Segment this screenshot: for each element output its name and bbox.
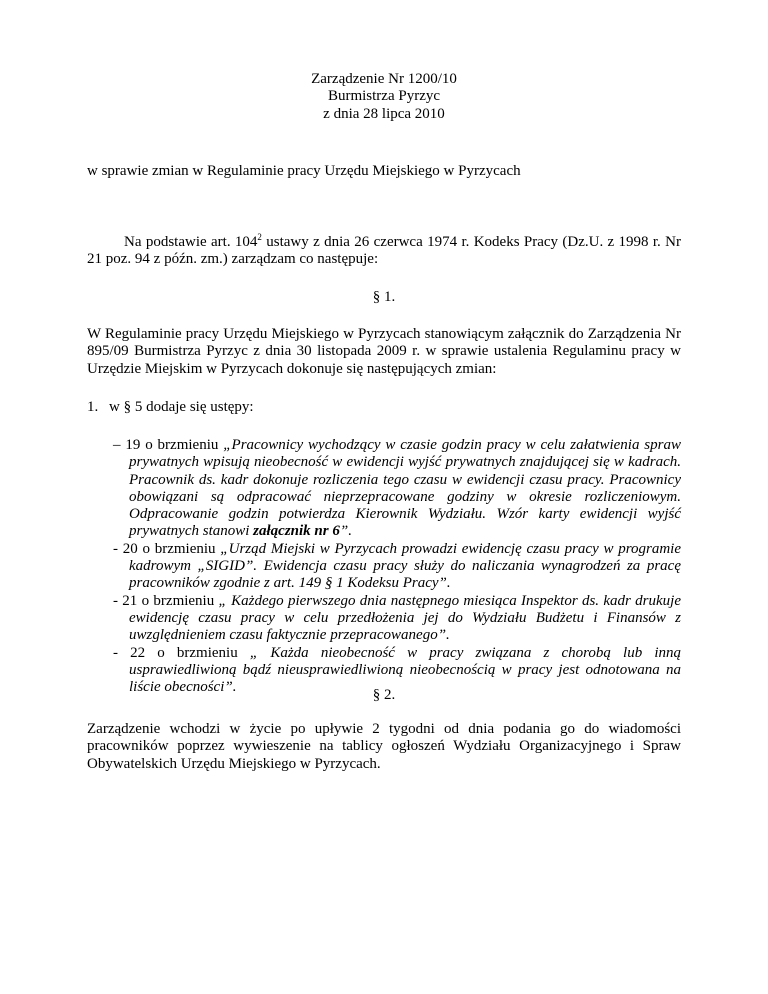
section-1-intro: W Regulaminie pracy Urzędu Miejskiego w Pyrzycach stanowiącym załącznik do Zarządzenia Nr 895/09 Burmistrza Pyrzyc z dnia 30 listopada 2009 r. w sprawie ustalenia Regulaminu pracy w Urzędzie Miejskim w Pyrzycach dokonuje się następujących zmian: xyxy=(87,326,681,377)
legal-basis-part1: Na podstawie art. 104 xyxy=(124,234,258,250)
document-header xyxy=(87,71,681,123)
amendments xyxy=(113,437,681,696)
section-1-heading: § 1. xyxy=(372,289,396,305)
amendment-19 xyxy=(113,437,681,541)
amendment-21-prefix: - 21 o brzmieniu xyxy=(113,592,219,609)
amendment-22-prefix: - 22 o brzmieniu xyxy=(113,644,250,661)
amendment-20 xyxy=(113,541,681,593)
amendment-21 xyxy=(113,593,681,645)
document-subject: w sprawie zmian w Regulaminie pracy Urzędu Miejskiego w Pyrzycach xyxy=(87,163,521,179)
amendment-19-prefix: – 19 o brzmieniu xyxy=(113,437,224,453)
amendment-22-text: „ Każda nieobecność w pracy związana z chorobą lub inną usprawiedliwioną bądź nieusprawiedliwioną nieobecnością w pracy jest odnotowana na liście obecności”. xyxy=(129,644,682,696)
amendment-19-text: „Pracownicy wychodzący w czasie godzin pracy w celu załatwienia spraw prywatnych wpisują nieobecność w ewidencji wyjść prywatnych znajdującej się w kadrach. Pracownik ds. kadr dokonuje rozliczenia tego czasu w ewidencji czasu pracy. Pracownicy obowiązani są odpracować nieprzepracowane godziny w okresie rozliczeniowym. Odpracowanie godzin potwierdza Kierownik Wydziału. Wzór karty ewidencji wyjść prywatnych stanowi xyxy=(129,437,681,540)
document-date: z dnia 28 lipca 2010 xyxy=(323,105,445,122)
list-item xyxy=(87,399,681,416)
section-2-text: Zarządzenie wchodzi w życie po upływie 2 tygodni od dnia podania go do wiadomości pracowników poprzez wywieszenie na tablicy ogłoszeń Wydziału Organizacyjnego i Spraw Obywatelskich Urzędu Miejskiego w Pyrzycach. xyxy=(87,721,681,772)
legal-basis-superscript: 2 xyxy=(257,232,262,242)
legal-basis-part2: ustawy z dnia 26 czerwca 1974 r. Kodeks Pracy (Dz.U. z 1998 r. Nr 21 poz. 94 z późn. zm.) zarządzam co następuje: xyxy=(87,234,681,268)
section-2-heading: § 2. xyxy=(372,687,396,703)
amendment-20-prefix: - 20 o brzmieniu xyxy=(113,540,221,557)
amendment-21-text: „ Każdego pierwszego dnia następnego miesiąca Inspektor ds. kadr drukuje ewidencję czasu pracy w celu przedłożenia jej do Wydziału Budżetu i Finansów z uwzględnieniem czasu faktycznie przepracowanego”. xyxy=(129,592,681,644)
amendment-19-attachment: załącznik nr 6 xyxy=(253,523,340,540)
list-item-text: w § 5 dodaje się ustępy: xyxy=(109,399,254,415)
amendment-20-text: „Urząd Miejski w Pyrzycach prowadzi ewidencję czasu pracy w programie kadrowym „SIGID”. Ewidencja czasu pracy służy do naliczania wynagrodzeń za pracę pracowników zgodnie z art. 149 § 1 Kodeksu Pracy”. xyxy=(129,540,681,592)
amendment-19-end: ”. xyxy=(339,523,352,540)
document-number: Zarządzenie Nr 1200/10 xyxy=(311,71,457,87)
legal-basis xyxy=(87,234,681,269)
document-issuer: Burmistrza Pyrzyc xyxy=(327,88,441,105)
list-item-number: 1. xyxy=(87,399,99,415)
